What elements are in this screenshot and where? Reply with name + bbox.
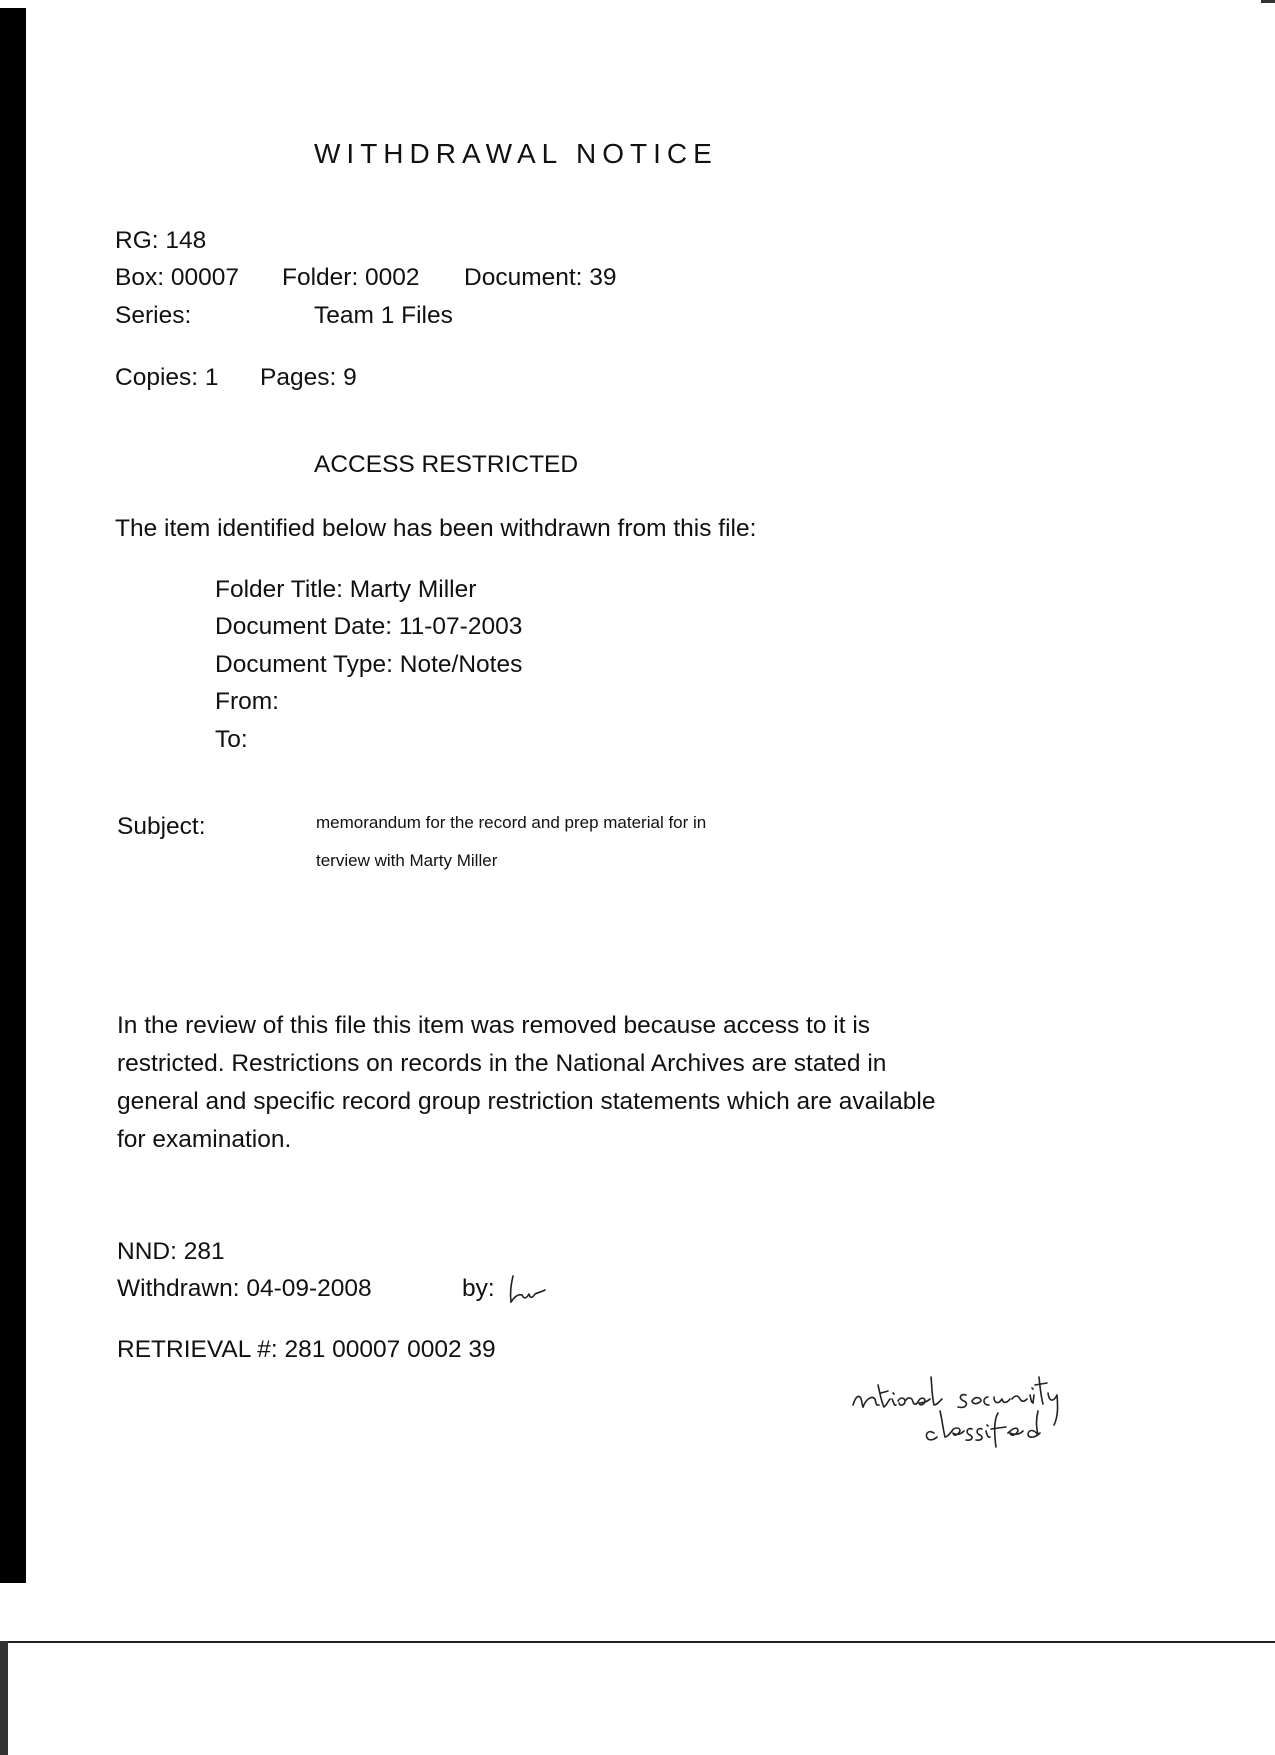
access-restricted-heading: ACCESS RESTRICTED bbox=[314, 451, 579, 478]
subject-line-1: memorandum for the record and prep material for in bbox=[316, 813, 707, 832]
reviewer-initials-signature bbox=[505, 1272, 555, 1306]
withdrawn-date: Withdrawn: 04-09-2008 bbox=[117, 1275, 372, 1302]
review-statement bbox=[117, 1007, 1017, 1159]
document-number: Document: 39 bbox=[464, 264, 617, 291]
folder-number: Folder: 0002 bbox=[282, 264, 420, 291]
scan-bottom-rule bbox=[0, 1641, 1275, 1643]
scan-edge-bar bbox=[0, 8, 26, 1583]
rg-number: RG: 148 bbox=[115, 227, 207, 254]
from-field: From: bbox=[215, 688, 279, 715]
review-line: general and specific record group restriction statements which are available bbox=[117, 1088, 936, 1115]
to-field: To: bbox=[215, 726, 248, 753]
nnd-number: NND: 281 bbox=[117, 1238, 225, 1265]
subject-label: Subject: bbox=[117, 813, 206, 840]
withdrawn-intro: The item identified below has been withdrawn from this file: bbox=[115, 515, 757, 542]
series-label: Series: bbox=[115, 302, 192, 329]
national-security-classified-note bbox=[848, 1355, 1148, 1450]
box-number: Box: 00007 bbox=[115, 264, 239, 291]
retrieval-number: RETRIEVAL #: 281 00007 0002 39 bbox=[117, 1336, 496, 1363]
withdrawn-by-label: by: bbox=[462, 1275, 495, 1302]
subject-line-2: terview with Marty Miller bbox=[316, 851, 498, 870]
review-line: for examination. bbox=[117, 1126, 292, 1153]
copies-count: Copies: 1 bbox=[115, 364, 219, 391]
review-line: restricted. Restrictions on records in the National Archives are stated in bbox=[117, 1050, 887, 1077]
pages-count: Pages: 9 bbox=[260, 364, 357, 391]
scan-bottom-stub bbox=[0, 1641, 8, 1755]
document-date: Document Date: 11-07-2003 bbox=[215, 613, 523, 640]
document-type: Document Type: Note/Notes bbox=[215, 651, 523, 678]
scan-corner-mark bbox=[1261, 0, 1275, 3]
review-line: In the review of this file this item was removed because access to it is bbox=[117, 1012, 871, 1039]
folder-title: Folder Title: Marty Miller bbox=[215, 576, 477, 603]
series-value: Team 1 Files bbox=[314, 302, 453, 329]
notice-title: WITHDRAWAL NOTICE bbox=[314, 138, 718, 169]
